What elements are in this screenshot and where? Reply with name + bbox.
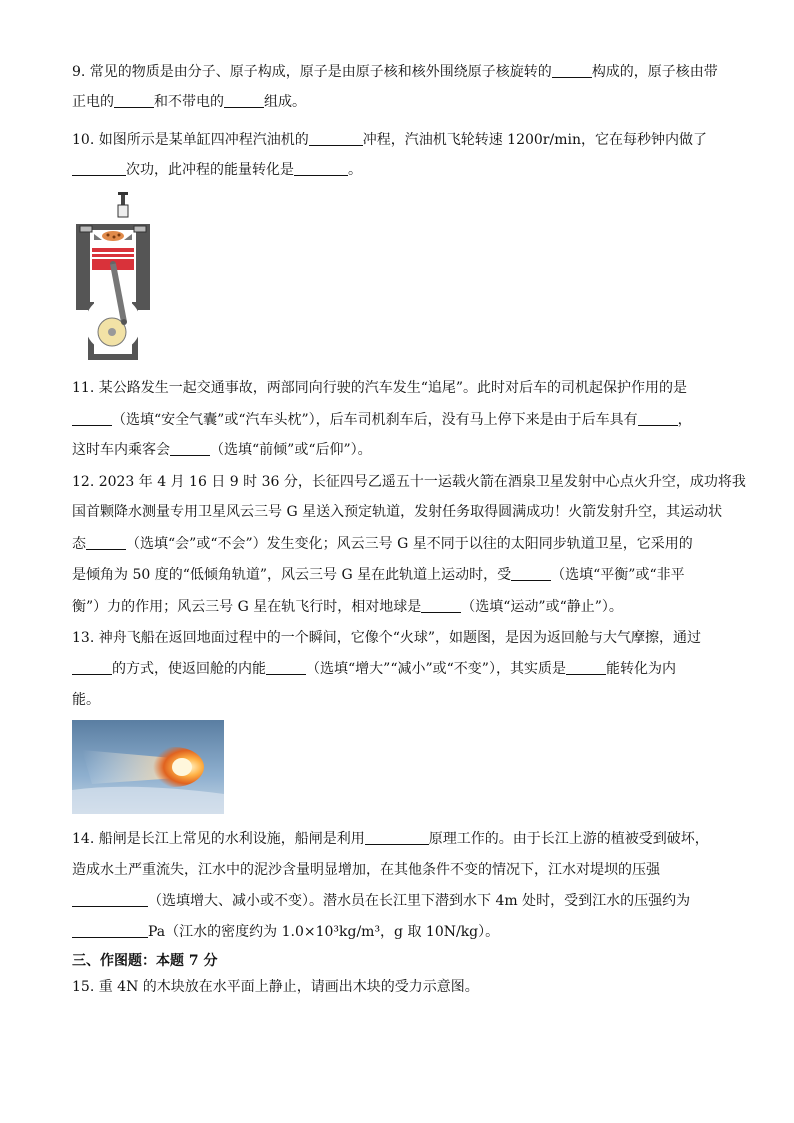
q13-line-1 (72, 628, 701, 648)
answer-blank[interactable] (114, 93, 154, 108)
answer-blank[interactable] (638, 411, 678, 426)
q12-text: （选填“运动”或“静止”）。 (461, 599, 623, 615)
q14-text: 原理工作的。由于长江上游的植被受到破坏， (428, 831, 709, 847)
answer-blank[interactable] (266, 660, 306, 675)
q9-line-2 (72, 92, 306, 112)
q11-line-1 (72, 378, 687, 398)
q14-line-1 (72, 829, 709, 849)
q11-line-3 (72, 440, 372, 460)
q12-line-2 (72, 502, 722, 522)
q14-text: （选填增大、减小或不变）。潜水员在长江里下潜到水下 4m 处时，受到江水的压强约为 (148, 893, 691, 909)
q12-text: 12. 2023 年 4 月 16 日 9 时 36 分，长征四号乙遥五十一运载火箭在酒泉卫星发射中心点火升空，成功将我 (72, 474, 746, 490)
q13-text: 13. 神舟飞船在返回地面过程中的一个瞬间，它像个“火球”，如题图，是因为返回舱与大气摩擦，通过 (72, 630, 702, 646)
q12-line-3 (72, 534, 693, 554)
answer-blank[interactable] (224, 93, 264, 108)
q12-line-5 (72, 597, 623, 617)
q12-line-1 (72, 472, 746, 492)
answer-blank[interactable] (566, 660, 606, 675)
section-heading: 三、作图题：本题 7 分 (72, 953, 218, 969)
q14-text: 造成水土严重流失，江水中的泥沙含量明显增加，在其他条件不变的情况下，江水对堤坝的压强 (72, 862, 660, 878)
fireball-figure (72, 720, 224, 814)
q12-text: （选填“平衡”或“非平 (551, 567, 685, 583)
engine-figure (72, 192, 154, 362)
q15-text: 15. 重 4N 的木块放在水平面上静止，请画出木块的受力示意图。 (72, 979, 479, 995)
q13-line-3 (72, 690, 100, 710)
q11-line-2 (72, 410, 692, 430)
answer-blank[interactable] (511, 566, 551, 581)
q13-line-2 (72, 659, 676, 679)
q9-text: 正电的 (72, 94, 114, 110)
q11-text: 这时车内乘客会 (72, 442, 170, 458)
q14-text: Pa（江水的密度约为 1.0×10³kg/m³，g 取 10N/kg）。 (148, 924, 500, 940)
q9-text: 构成的，原子核由带 (591, 64, 718, 80)
answer-blank[interactable] (72, 161, 126, 176)
q13-text: （选填“增大”“减小”或“不变”），其实质是 (306, 661, 566, 677)
q12-text: 态 (72, 536, 86, 552)
q9-text: 组成。 (264, 94, 306, 110)
q9-line-1 (72, 62, 718, 82)
q10-text: 10. 如图所示是某单缸四冲程汽油机的 (72, 132, 309, 148)
q12-line-4 (72, 565, 685, 585)
engine-diagram (72, 192, 154, 362)
q12-text: （选填“会”或“不会”）发生变化；风云三号 G 星不同于以往的太阳同步轨道卫星，它采用的 (126, 536, 693, 552)
q15-line (72, 977, 479, 997)
q12-text: 国首颗降水测量专用卫星风云三号 G 星送入预定轨道，发射任务取得圆满成功！火箭发射升空，其运动状 (72, 504, 723, 520)
q13-text: 能转化为内 (605, 661, 676, 677)
q13-text: 能。 (72, 692, 100, 708)
q13-text: 的方式，使返回舱的内能 (112, 661, 266, 677)
q14-line-3 (72, 891, 690, 911)
q9-text: 和不带电的 (154, 94, 224, 110)
answer-blank[interactable] (170, 441, 210, 456)
answer-blank[interactable] (72, 892, 148, 907)
answer-blank[interactable] (365, 830, 429, 845)
q11-text: （选填“前倾”或“后仰”）。 (210, 442, 372, 458)
q11-text: 11. 某公路发生一起交通事故，两部同向行驶的汽车发生“追尾”。此时对后车的司机起保护作用的是 (72, 380, 688, 396)
q12-text: 是倾角为 50 度的“低倾角轨道”，风云三号 G 星在此轨道上运动时，受 (72, 567, 512, 583)
q10-text: 次功，此冲程的能量转化是 (126, 162, 294, 178)
q10-text: 。 (348, 162, 362, 178)
answer-blank[interactable] (421, 598, 461, 613)
q14-line-2 (72, 860, 660, 880)
reentry-capsule-image (72, 720, 224, 814)
answer-blank[interactable] (86, 535, 126, 550)
q11-text: ， (677, 412, 692, 428)
q14-text: 14. 船闸是长江上常见的水利设施，船闸是利用 (72, 831, 365, 847)
q10-text: 冲程，汽油机飞轮转速 1200r/min，它在每秒钟内做了 (362, 132, 707, 148)
q11-text: （选填“安全气囊”或“汽车头枕”），后车司机刹车后，没有马上停下来是由于后车具有 (112, 412, 638, 428)
answer-blank[interactable] (72, 660, 112, 675)
answer-blank[interactable] (72, 411, 112, 426)
answer-blank[interactable] (552, 63, 592, 78)
answer-blank[interactable] (294, 161, 348, 176)
q10-line-2 (72, 160, 362, 180)
q10-line-1 (72, 130, 707, 150)
answer-blank[interactable] (309, 131, 363, 146)
q9-text: 9. 常见的物质是由分子、原子构成，原子是由原子核和核外围绕原子核旋转的 (72, 64, 552, 80)
q14-line-4 (72, 922, 499, 942)
q12-text: 衡”）力的作用；风云三号 G 星在轨飞行时，相对地球是 (72, 599, 422, 615)
answer-blank[interactable] (72, 923, 148, 938)
